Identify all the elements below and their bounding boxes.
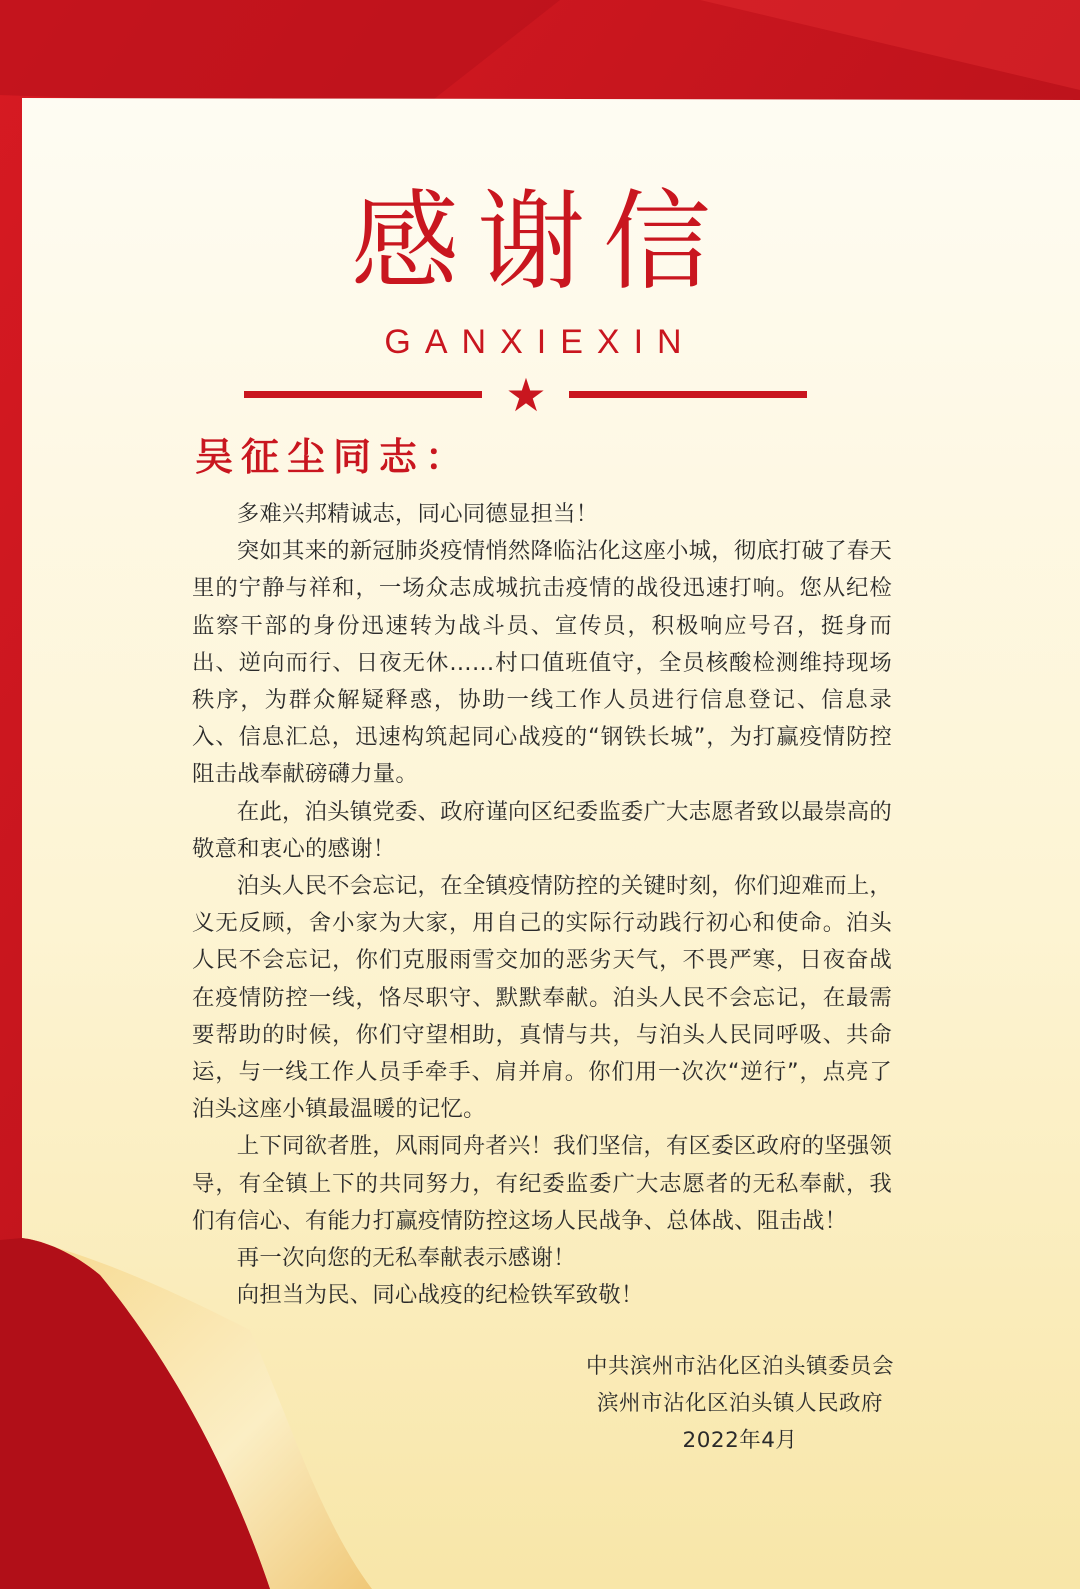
paragraph: 上下同欲者胜，风雨同舟者兴！我们坚信，有区委区政府的坚强领导，有全镇上下的共同努力，有纪委监委广大志愿者的无私奉献，我们有信心、有能力打赢疫情防控这场人民战争、总体战、阻击战！ (192, 1133, 892, 1234)
salutation: 吴征尘同志： (195, 434, 472, 479)
letter-body (192, 496, 892, 1314)
star-icon: ★ (505, 368, 547, 422)
paragraph: 泊头人民不会忘记，在全镇疫情防控的关键时刻，你们迎难而上，义无反顾，舍小家为大家，用自己的实际行动践行初心和使命。泊头人民不会忘记，你们克服雨雪交加的恶劣天气，不畏严寒，日夜奋战在疫情防控一线，恪尽职守、默默奉献。泊头人民不会忘记，在最需要帮助的时候，你们守望相助，真情与共，与泊头人民同呼吸、共命运，与一线工作人员手牵手、肩并肩。你们用一次次“逆行”，点亮了泊头这座小镇最温暖的记忆。 (192, 873, 892, 1123)
paragraph: 突如其来的新冠肺炎疫情悄然降临沾化这座小城，彻底打破了春天里的宁静与祥和，一场众志成城抗击疫情的战役迅速打响。您从纪检监察干部的身份迅速转为战斗员、宣传员，积极响应号召，挺身而出、逆向而行、日夜无休……村口值班值守，全员核酸检测维持现场秩序，为群众解疑释惑，协助一线工作人员进行信息登记、信息录入、信息汇总，迅速构筑起同心战疫的“钢铁长城”，为打赢疫情防控阻击战奉献磅礴力量。 (192, 538, 892, 788)
letter-subtitle-pinyin: GANXIEXIN (384, 323, 696, 361)
signature-org-party-committee: 中共滨州市沾化区泊头镇委员会 (585, 1354, 894, 1379)
title-divider (244, 368, 807, 422)
paragraph: 再一次向您的无私奉献表示感谢！ (236, 1245, 576, 1272)
signature-block (586, 1348, 894, 1459)
paragraph: 在此，泊头镇党委、政府谨向区纪委监委广大志愿者致以最崇高的敬意和衷心的感谢！ (192, 798, 892, 862)
divider-bar-left (244, 391, 482, 398)
signature-date: 2022年4月 (682, 1428, 798, 1453)
paragraph: 向担当为民、同心战疫的纪检铁军致敬！ (236, 1282, 644, 1309)
paragraph: 多难兴邦精诚志，同心同德显担当！ (236, 501, 599, 527)
signature-org-government: 滨州市沾化区泊头镇人民政府 (596, 1391, 883, 1416)
divider-bar-right (569, 391, 807, 398)
letter-title: 感谢信 (350, 180, 729, 305)
